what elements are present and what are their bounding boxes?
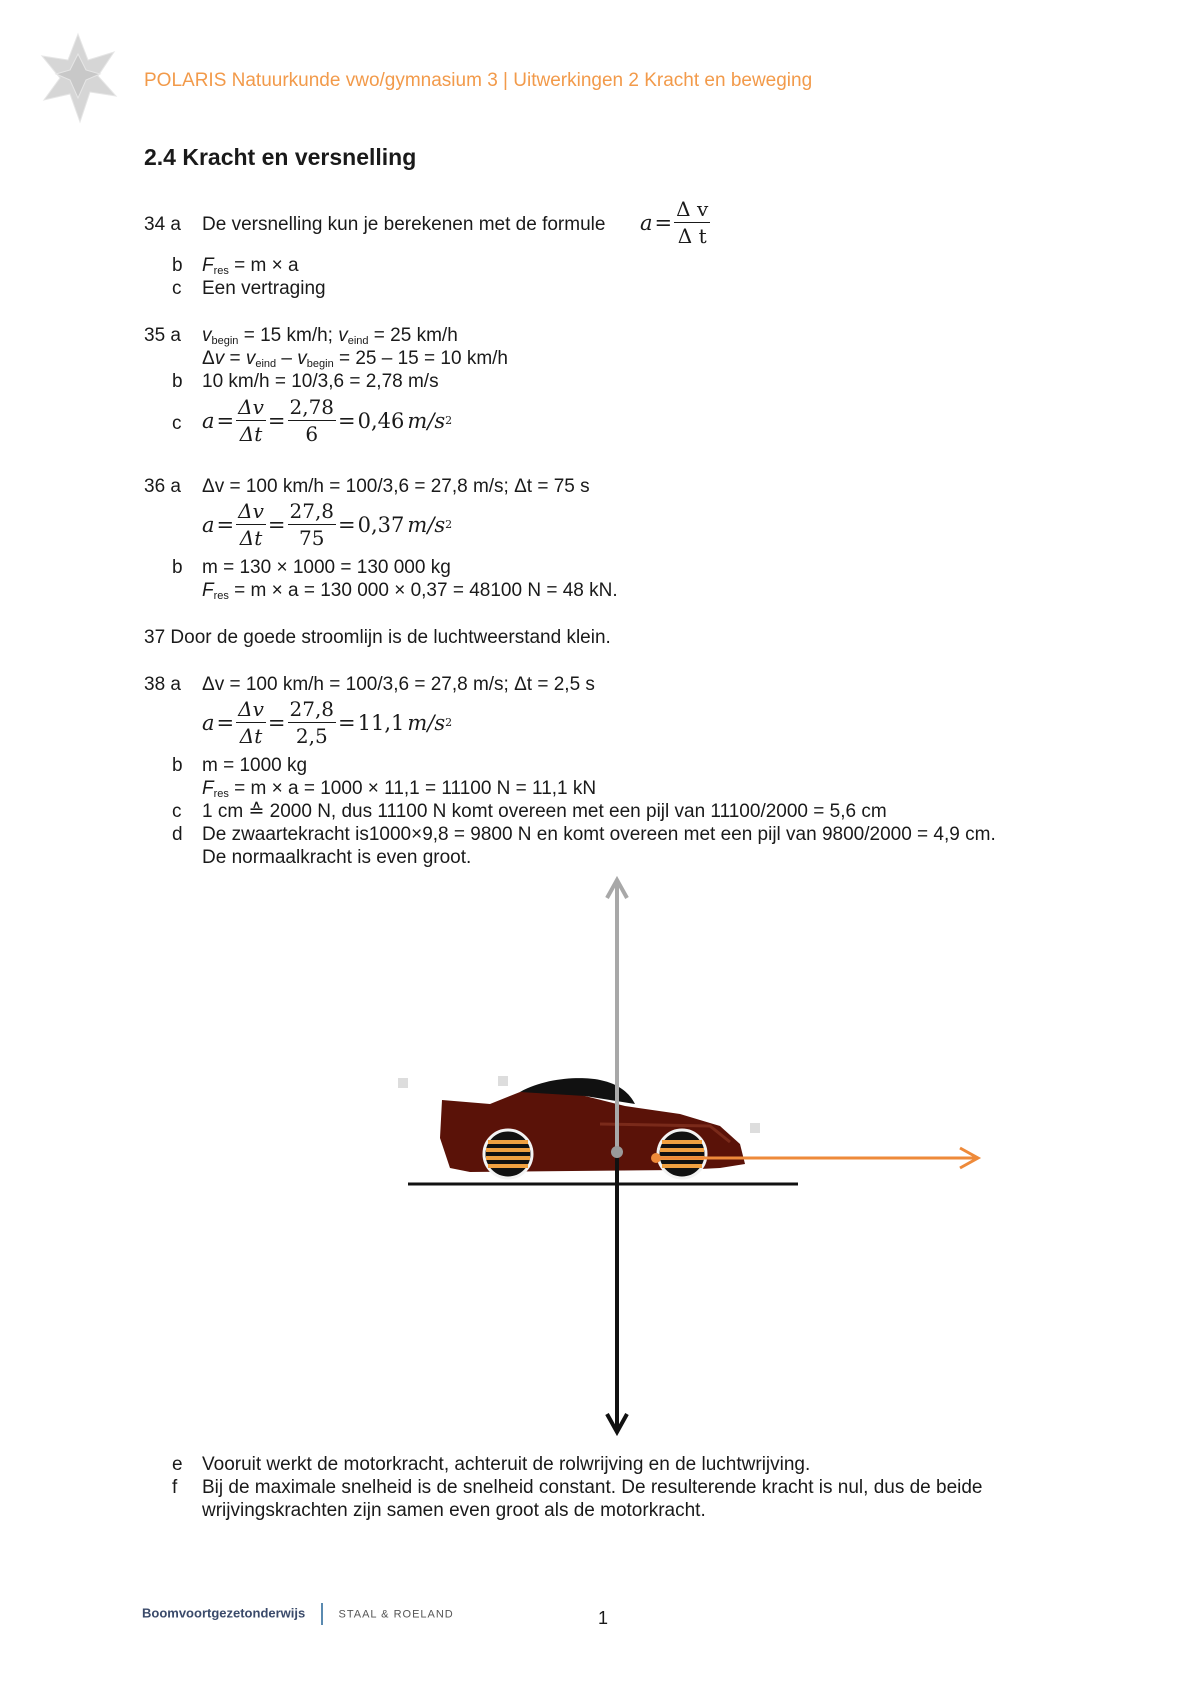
q38b-line1: m = 1000 kg [202,755,308,776]
q34b-text: $F_{res} = m \times a$ [202,255,299,277]
section-title: 2.4 Kracht en versnelling [144,144,417,170]
q38b-line2: $F_{res} = m \times a = 1000 \times 11,1 = 11100$ N = 11,1 kN [202,778,597,800]
q35a-line2: $\Delta v = v_{eind} - v_{begin} = 25 - 15 = 10$ km/h [202,348,508,370]
q38e-label: e [172,1454,183,1475]
q38d-label: d [172,824,183,845]
q38d-line2: De normaalkracht is even groot. [202,847,472,868]
q37-text: 37 Door de goede stroomlijn is de luchtweerstand klein. [144,627,611,648]
publisher-logos [142,1603,454,1625]
q35a-line1: $v_{begin} = 15$ km/h; $v_{eind} = 25$ km/h [202,325,458,347]
q36b-label: b [172,557,183,578]
q35c-label: c [172,413,182,434]
q38b-label: b [172,755,183,776]
q38c-label: c [172,801,182,822]
q36b-line2: $F_{res} = m \times a = 130$ 000 × 0,37 = 48100 N = 48 kN. [202,580,618,602]
gravity-force-arrow [607,1152,627,1432]
q34b-label: b [172,255,183,276]
race-car-image [390,1076,798,1184]
q35-number: 35 a [144,325,181,346]
q35c-equation: a = $\frac{\Delta v}{\Delta t}$ = $\frac{2,78}{6}$ = 0,46 m/s 2 [202,395,453,446]
q38a-equation: a = $\frac{\Delta v}{\Delta t}$ = $\frac{27,8}{2,5}$ = 11,1 m/s 2 [202,697,453,748]
q35b-label: b [172,371,183,392]
q38-number: 38 a [144,674,181,695]
q38e-text: Vooruit werkt de motorkracht, achteruit de rolwrijving en de luchtwrijving. [202,1454,811,1475]
q38f-line1: Bij de maximale snelheid is de snelheid constant. De resulterende kracht is nul, dus de beide [202,1477,983,1498]
q36b-line1: m = 130 × 1000 = 130 000 kg [202,557,451,578]
publisher-name: Boomvoortgezetonderwijs [142,1605,306,1621]
q34a-formula: a = $\frac{\text{Δ v}}{\text{Δ t}}$ [640,197,709,248]
q35b-text: 10 km/h = 10/3,6 = 2,78 m/s [202,371,439,392]
q36a-line1: Δv = 100 km/h = 100/3,6 = 27,8 m/s; Δt = 75 s [202,476,590,497]
q36-number: 36 a [144,476,181,497]
q38f-label: f [172,1477,178,1498]
polaris-star-logo [36,30,120,126]
q38d-line1: De zwaartekracht is1000×9,8 = 9800 N en komt overeen met een pijl van 9800/2000 = 4,9 cm. [202,824,996,845]
q34c-label: c [172,278,182,299]
q38a-line1: Δv = 100 km/h = 100/3,6 = 27,8 m/s; Δt = 2,5 s [202,674,595,695]
q34-number: 34 a [144,214,181,235]
front-wheel [658,1130,706,1178]
running-header: POLARIS Natuurkunde vwo/gymnasium 3 | Uitwerkingen 2 Kracht en beweging [144,70,813,91]
q38c-text: 1 cm ≙ 2000 N, dus 11100 N komt overeen met een pijl van 11100/2000 = 5,6 cm [202,801,887,822]
q34c-text: Een vertraging [202,278,326,299]
force-origin-point [611,1146,623,1158]
partner-name: STAAL & ROELAND [338,1608,454,1621]
rear-wheel [484,1130,532,1178]
q38f-line2: wrijvingskrachten zijn samen even groot als de motorkracht. [202,1500,706,1521]
page-number: 1 [598,1608,609,1628]
force-diagram [380,868,1000,1438]
q36a-equation: a = $\frac{\Delta v}{\Delta t}$ = $\frac{27,8}{75}$ = 0,37 m/s 2 [202,499,453,550]
q34a-text: De versnelling kun je berekenen met de formule [202,214,606,235]
